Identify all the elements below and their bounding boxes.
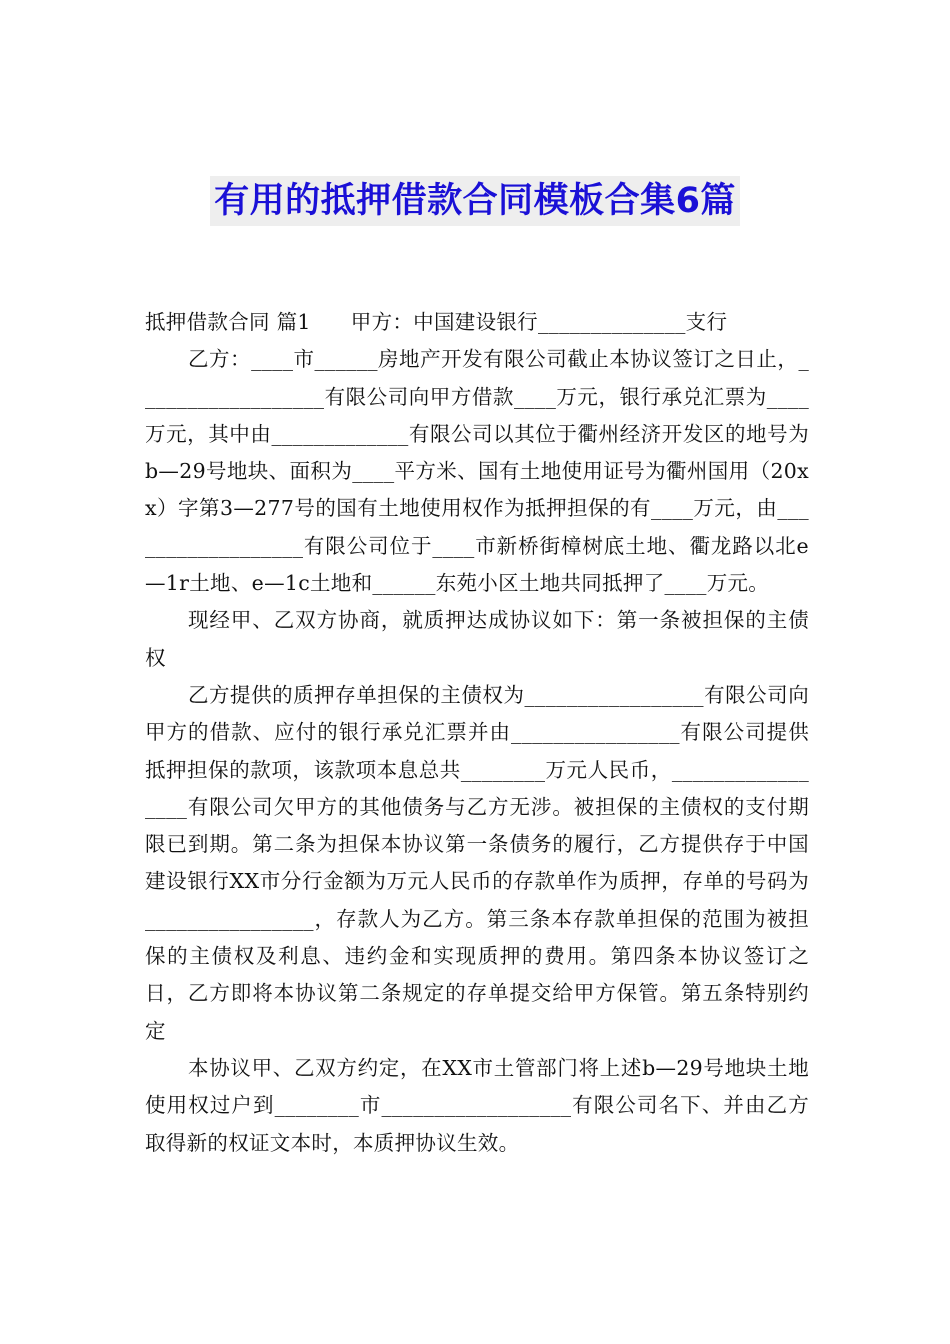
paragraph-special-agreement: 本协议甲、乙双方约定，在XX市土管部门将上述b—29号地块土地使用权过户到________市__________________有限公司名下、并由乙方取得新的权证文本时，本质押协议生效。 <box>145 1055 809 1155</box>
paragraph-main-claim: 乙方提供的质押存单担保的主债权为_________________有限公司向甲方的借款、应付的银行承兑汇票并由________________有限公司提供抵押担保的款项，该款项本息总共________万元人民币，_________________有限公司欠甲方的其他债务与乙方无涉。被担保的主债权的支付期限已到期。第二条为担保本协议第一条债务的履行，乙方提供存于中国建设银行XX市分行金额为万元人民币的存款单作为质押，存单的号码为________________，存款人为乙方。第三条本存款单担保的范围为被担保的主债权及利息、违约金和实现质押的费用。第四条本协议签订之日，乙方即将本协议第二条规定的存单提交给甲方保管。第五条特别约定 <box>145 682 809 1043</box>
party-a-line: 甲方：中国建设银行______________支行 <box>350 310 728 334</box>
document-title: 有用的抵押借款合同模板合集6篇 <box>210 176 740 226</box>
contract-section-label: 抵押借款合同 篇1 <box>145 310 311 334</box>
title-container <box>0 176 950 226</box>
paragraph-party-b: 乙方：____市______房地产开发有限公司截止本协议签订之日止，__________________有限公司向甲方借款____万元，银行承兑汇票为____万元，其中由_____________有限公司以其位于衢州经济开发区的地号为b—29号地块、面积为____平方米、国有土地使用证号为衢州国用（20xx）字第3—277号的国有土地使用权作为抵押担保的有____万元，由__________________有限公司位于____市新桥街樟树底土地、衢龙路以北e—1r土地、e—1c土地和______东苑小区土地共同抵押了____万元。 <box>145 347 809 596</box>
contract-heading-line <box>145 304 809 341</box>
paragraph-negotiation: 现经甲、乙双方协商，就质押达成协议如下：第一条被担保的主债权 <box>145 608 809 670</box>
document-body <box>145 304 809 1162</box>
